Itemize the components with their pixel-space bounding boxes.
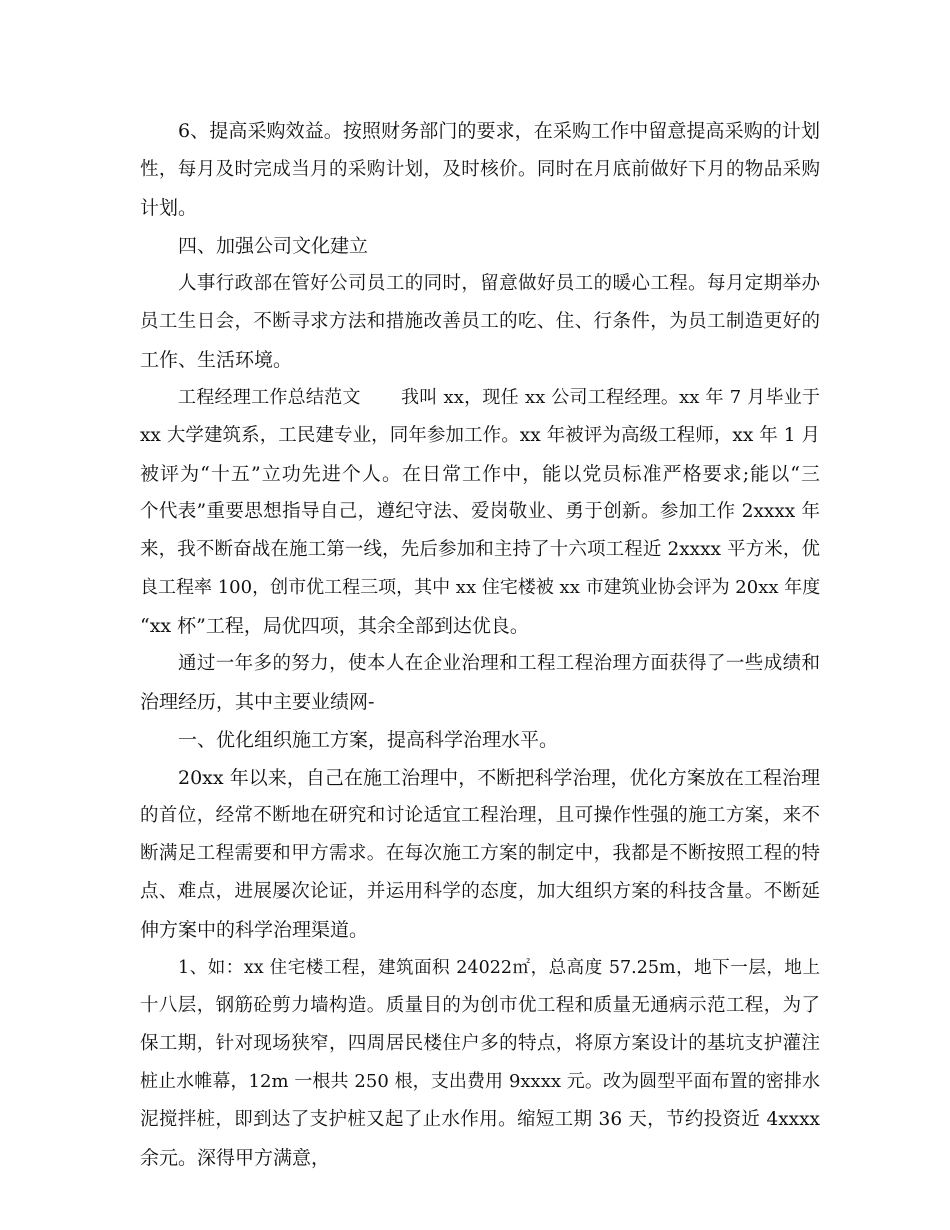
text-line: 员工生日会，不断寻求方法和措施改善员工的吃、住、行条件，为员工制造更好的 — [140, 311, 820, 332]
text-line: 伸方案中的科学治理渠道。 — [140, 919, 369, 941]
text-line: 的首位，经常不断地在研究和讨论适宜工程治理，且可操作性强的施工方案，来不 — [140, 805, 820, 826]
text-line: 性，每月及时完成当月的采购计划，及时核价。同时在月底前做好下月的物品采购 — [140, 159, 820, 180]
text-line: 良工程率 100，创市优工程三项，其中 xx 住宅楼被 xx 市建筑业协会评为 20xx 年度 — [140, 577, 820, 598]
text-line — [178, 383, 820, 413]
text-line: “xx 杯”工程，局优四项，其余全部到达优良。 — [140, 615, 529, 637]
article-title: 工程经理工作总结范文 — [178, 387, 361, 408]
text-line: 人事行政部在管好公司员工的同时，留意做好员工的暖心工程。每月定期举办 — [178, 273, 820, 294]
text-line: 断满足工程需要和甲方需求。在每次施工方案的制定中，我都是不断按照工程的特 — [140, 843, 820, 864]
section-heading: 四、加强公司文化建立 — [178, 235, 369, 257]
text-line: 个代表”重要思想指导自己，遵纪守法、爱岗敬业、勇于创新。参加工作 2xxxx 年 — [140, 501, 820, 522]
text-line: 被评为“十五”立功先进个人。在日常工作中，能以党员标准严格要求;能以“三 — [140, 463, 820, 485]
text-line: 十八层，钢筋砼剪力墙构造。质量目的为创市优工程和质量无通病示范工程，为了 — [140, 995, 820, 1016]
text-line: 来，我不断奋战在施工第一线，先后参加和主持了十六项工程近 2xxxx 平方米，优 — [140, 539, 820, 560]
text-line: 点、难点，进展屡次论证，并运用科学的态度，加大组织方案的科技含量。不断延 — [140, 881, 820, 902]
text-segment: 我叫 xx，现任 xx 公司工程经理。xx 年 7 月毕业于 — [400, 387, 820, 408]
text-line: 工作、生活环境。 — [140, 349, 293, 371]
text-line: 余元。深得甲方满意， — [140, 1147, 331, 1169]
text-line: xx 大学建筑系，工民建专业，同年参加工作。xx 年被评为高级工程师，xx 年 1 月 — [140, 425, 820, 446]
text-line: 桩止水帷幕，12m 一根共 250 根，支出费用 9xxxx 元。改为圆型平面布置的密排水 — [140, 1071, 820, 1092]
text-line: 治理经历，其中主要业绩网- — [140, 691, 375, 713]
text-line: 计划。 — [140, 197, 198, 219]
text-line: 20xx 年以来，自己在施工治理中，不断把科学治理，优化方案放在工程治理 — [178, 767, 820, 789]
text-line: 泥搅拌桩，即到达了支护桩又起了止水作用。缩短工期 36 天，节约投资近 4xxxx — [140, 1109, 820, 1130]
text-line: 6、提高采购效益。按照财务部门的要求，在采购工作中留意提高采购的计划 — [178, 120, 820, 142]
text-line: 通过一年多的努力，使本人在企业治理和工程工程治理方面获得了一些成绩和 — [178, 653, 820, 674]
text-line: 保工期，针对现场狭窄，四周居民楼住户多的特点，将原方案设计的基坑支护灌注 — [140, 1033, 820, 1054]
text-line: 1、如：xx 住宅楼工程，建筑面积 24022㎡，总高度 57.25m，地下一层，地上 — [178, 958, 820, 978]
section-heading: 一、优化组织施工方案，提高科学治理水平。 — [178, 729, 559, 751]
